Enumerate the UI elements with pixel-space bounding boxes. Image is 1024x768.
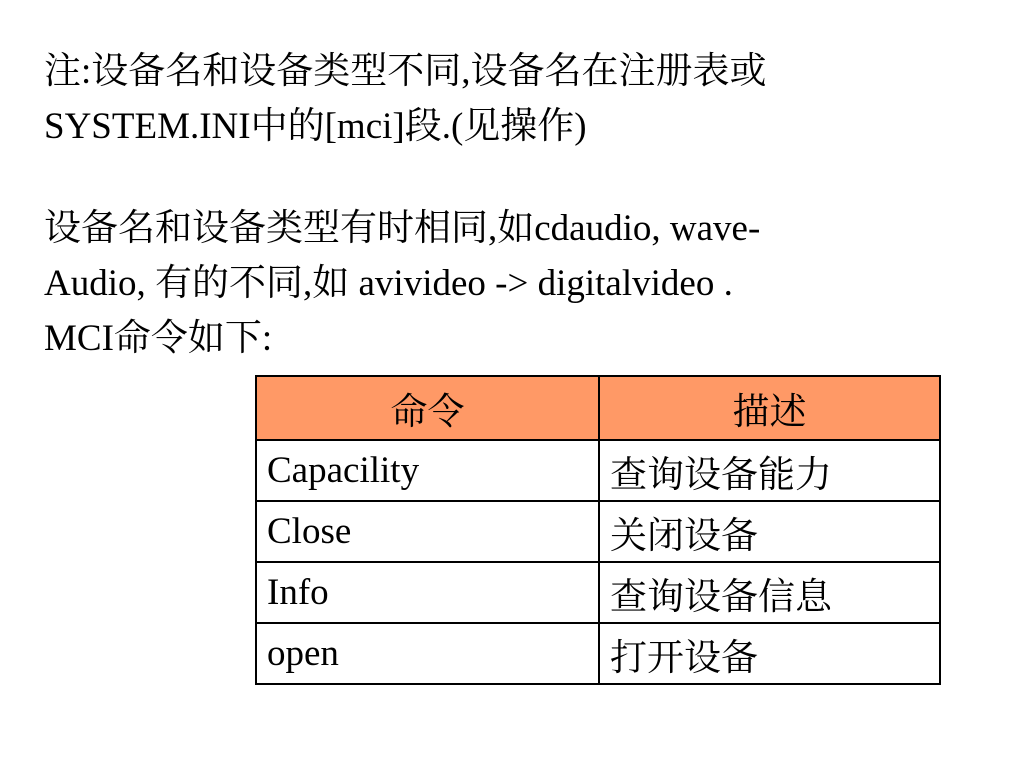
- description-cell: 关闭设备: [599, 501, 940, 562]
- table-header-row: [256, 376, 940, 440]
- slide-body: [44, 44, 994, 366]
- mci-command-table: [255, 375, 941, 685]
- command-cell: Capacility: [256, 440, 599, 501]
- table-row: [256, 562, 940, 623]
- header-description: 描述: [599, 376, 940, 440]
- note-line-1: 注:设备名和设备类型不同,设备名在注册表或: [44, 51, 767, 92]
- desc-line-3: MCI命令如下:: [44, 318, 273, 359]
- command-cell: Info: [256, 562, 599, 623]
- paragraph-gap: [44, 154, 994, 201]
- command-cell: open: [256, 623, 599, 684]
- description-cell: 查询设备信息: [599, 562, 940, 623]
- description-cell: 打开设备: [599, 623, 940, 684]
- desc-line-1: 设备名和设备类型有时相同,如cdaudio, wave-: [44, 208, 761, 249]
- table-row: [256, 623, 940, 684]
- description-cell: 查询设备能力: [599, 440, 940, 501]
- note-line-2: SYSTEM.INI中的[mci]段.(见操作): [44, 106, 587, 147]
- command-cell: Close: [256, 501, 599, 562]
- table-row: [256, 440, 940, 501]
- table-row: [256, 501, 940, 562]
- desc-line-2: Audio, 有的不同,如 avivideo -> digitalvideo .: [44, 263, 733, 304]
- header-command: 命令: [256, 376, 599, 440]
